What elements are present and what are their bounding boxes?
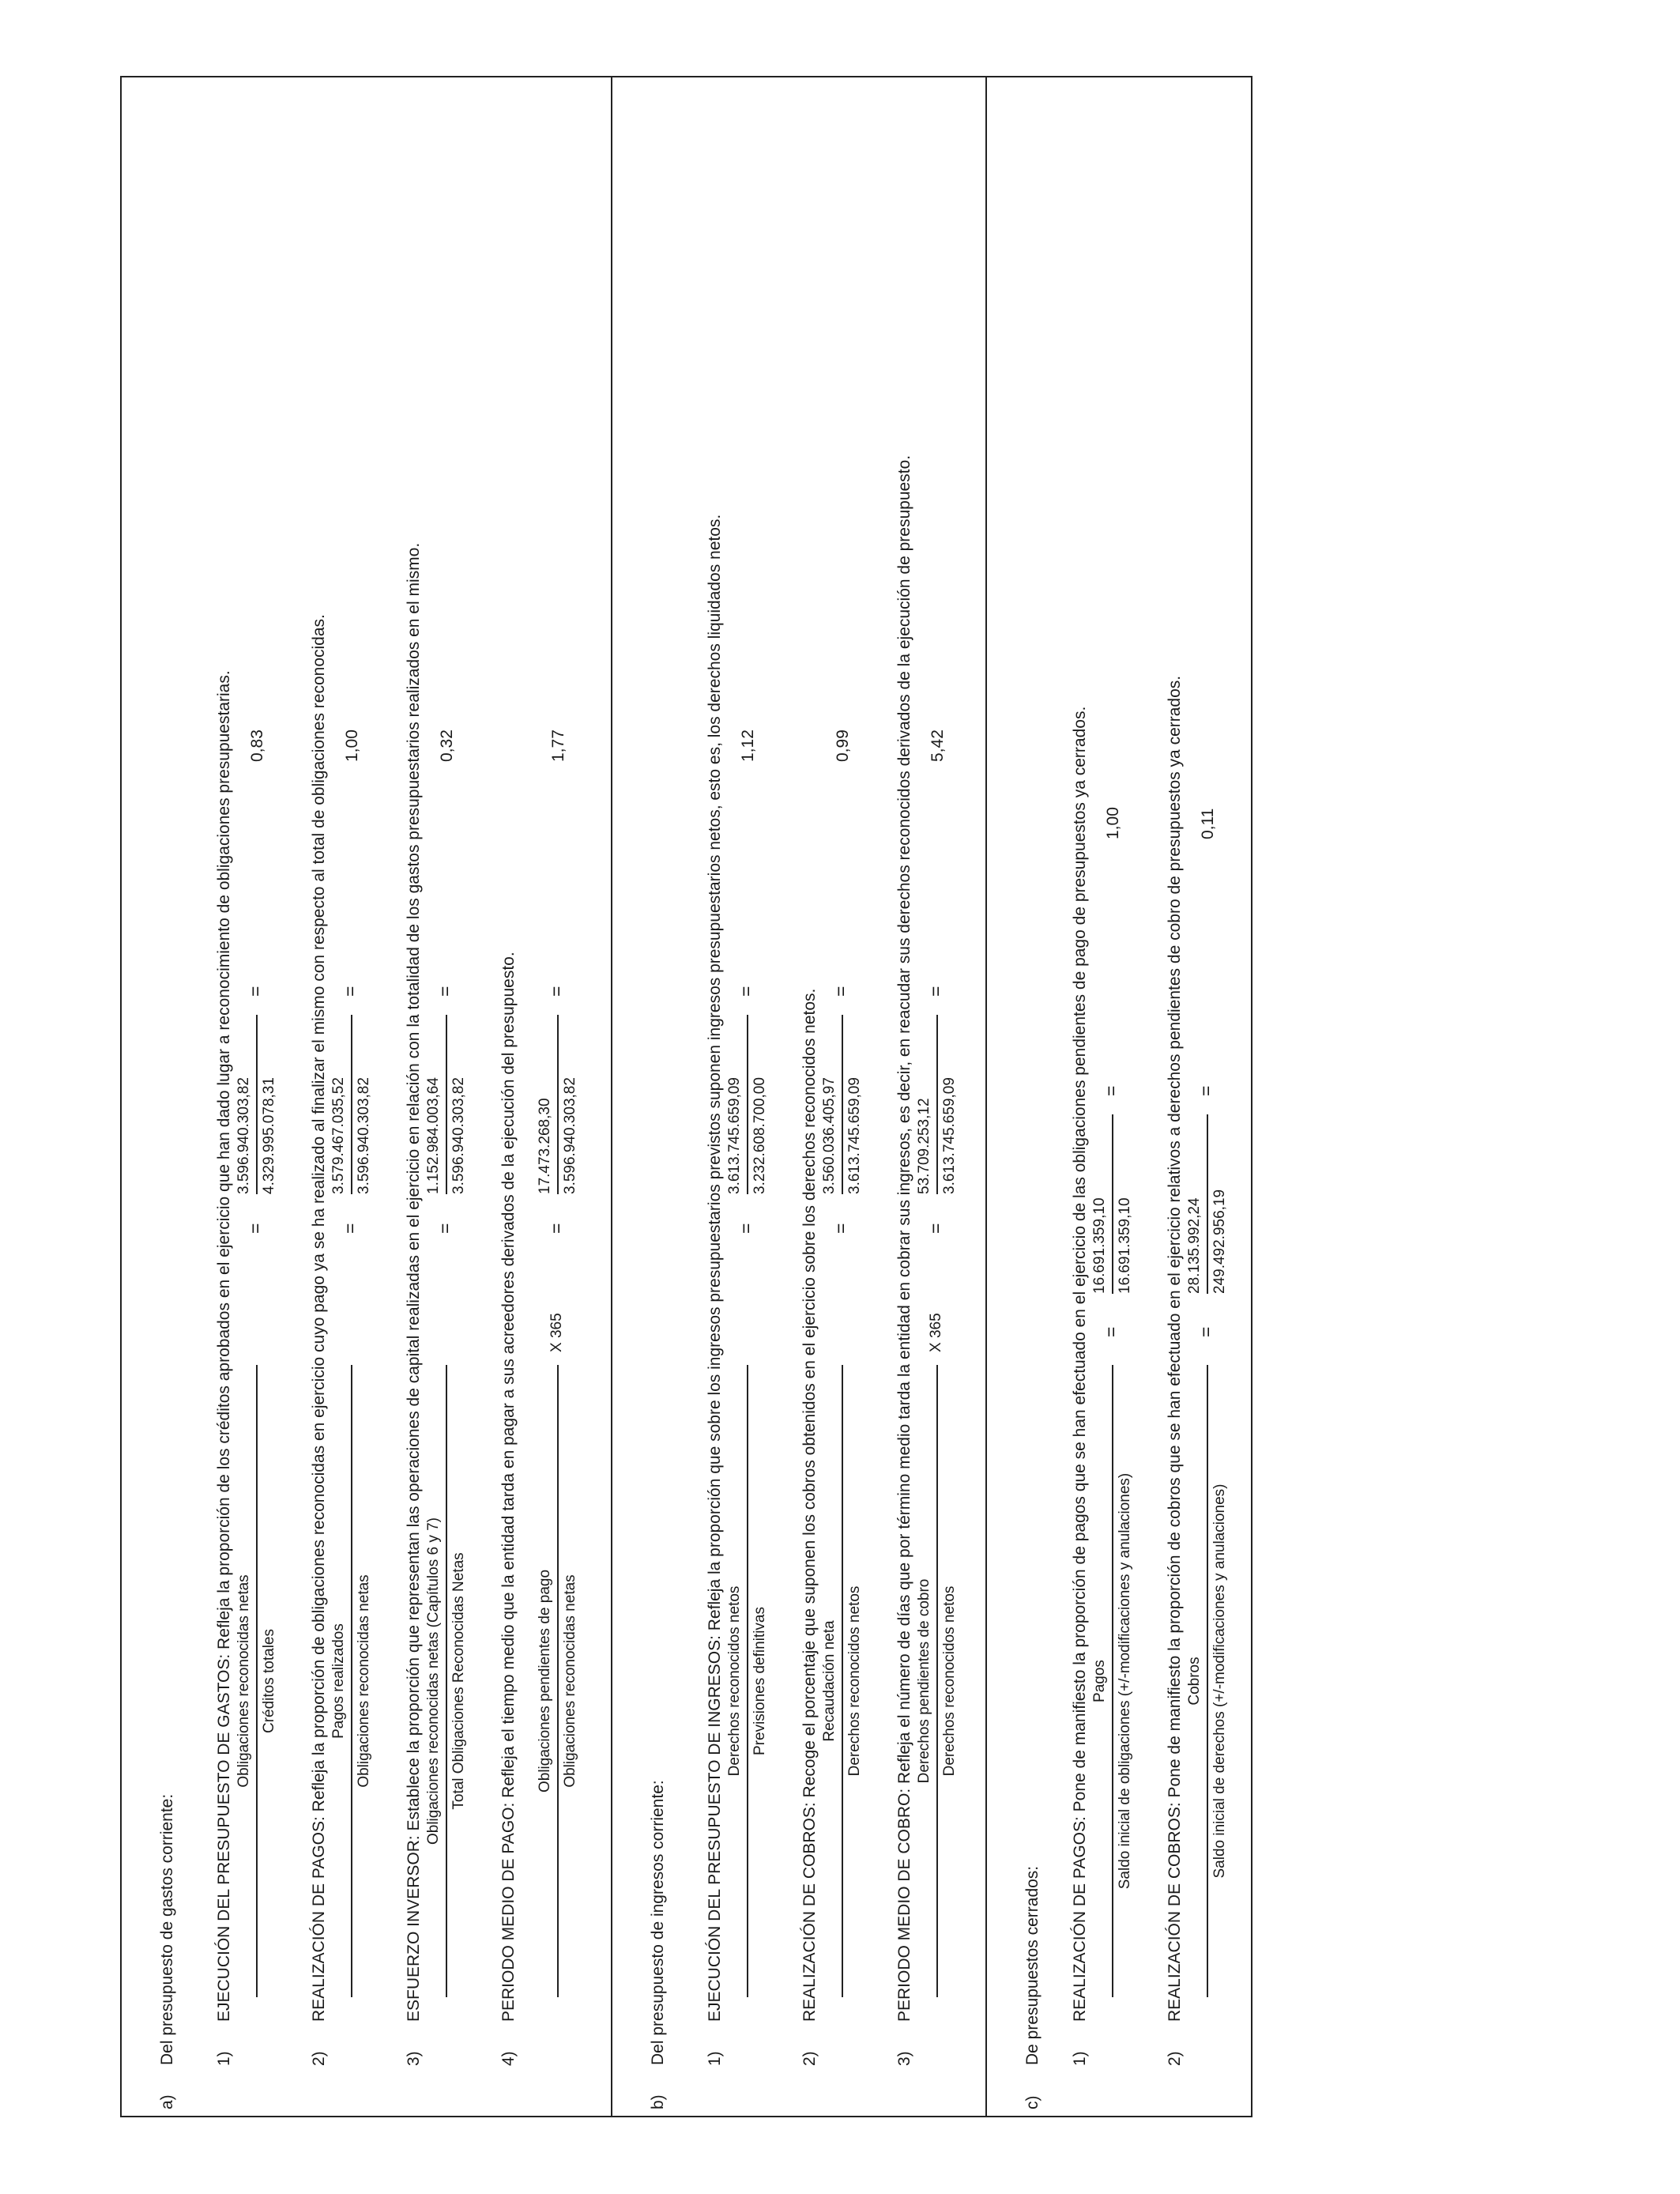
fraction-line bbox=[446, 1015, 447, 1194]
numerator-value: 53.709.253,12 bbox=[916, 1098, 932, 1194]
denominator-label: Total Obligaciones Reconocidas Netas bbox=[450, 1552, 467, 1810]
indicator-number: 2) bbox=[1166, 2051, 1184, 2066]
equals-sign: = bbox=[340, 1223, 360, 1234]
section-title: Del presupuesto de gastos corriente: bbox=[158, 1793, 176, 2065]
denominator-value: 3.232.608.700,00 bbox=[751, 1077, 768, 1194]
fraction-line bbox=[557, 1015, 559, 1194]
multiplier: X 365 bbox=[548, 1313, 565, 1352]
indicator-result: 0,83 bbox=[248, 729, 266, 762]
indicator-number: 1) bbox=[215, 2051, 233, 2066]
section-presupuestos-cerrados bbox=[985, 77, 1254, 2116]
denominator-label: Créditos totales bbox=[261, 1629, 277, 1734]
equals-sign: = bbox=[245, 986, 266, 997]
numerator-value: 3.560.036.405,97 bbox=[821, 1077, 838, 1194]
fraction-line bbox=[747, 1365, 748, 1997]
numerator-value: 17.473.268,30 bbox=[537, 1098, 553, 1194]
equals-sign: = bbox=[435, 1223, 455, 1234]
numerator-label: Pagos bbox=[1091, 1660, 1108, 1702]
section-ingresos-corriente bbox=[611, 77, 985, 2116]
indicator-title: EJECUCIÓN DEL PRESUPUESTO DE GASTOS: Refleja la proporción de los créditos aprobados en el ejercicio que han dado lugar a reconocimiento de obligaciones presupuestarias. bbox=[215, 670, 233, 2022]
denominator-value: 16.691.359,10 bbox=[1117, 1197, 1133, 1294]
fraction-line bbox=[936, 1015, 938, 1194]
equals-sign: = bbox=[1101, 1326, 1121, 1337]
indicator-result: 1,00 bbox=[343, 729, 361, 762]
denominator-label: Previsiones definitivas bbox=[751, 1607, 768, 1755]
section-letter: a) bbox=[158, 2094, 176, 2109]
denominator-label: Derechos reconocidos netos bbox=[846, 1585, 863, 1777]
numerator-label: Recaudación neta bbox=[821, 1620, 838, 1742]
fraction-line bbox=[351, 1015, 352, 1194]
fraction-line bbox=[936, 1365, 938, 1997]
numerator-value: 16.691.359,10 bbox=[1091, 1197, 1108, 1294]
equals-sign: = bbox=[1101, 1085, 1121, 1096]
section-title: Del presupuesto de ingresos corriente: bbox=[649, 1780, 667, 2065]
numerator-value: 1.152.984.003,64 bbox=[425, 1077, 442, 1194]
multiplier: X 365 bbox=[928, 1313, 944, 1352]
equals-sign: = bbox=[546, 1223, 567, 1234]
indicator-result: 1,00 bbox=[1104, 807, 1122, 839]
numerator-value: 3.579.467.035,52 bbox=[330, 1077, 347, 1194]
indicator-result: 0,99 bbox=[834, 729, 852, 762]
numerator-value: 28.135.992,24 bbox=[1186, 1197, 1203, 1294]
fraction-line bbox=[1112, 1114, 1113, 1294]
indicator-number: 2) bbox=[310, 2051, 328, 2066]
equals-sign: = bbox=[831, 986, 851, 997]
indicator-result: 1,12 bbox=[739, 729, 757, 762]
equals-sign: = bbox=[245, 1223, 266, 1234]
equals-sign: = bbox=[1196, 1085, 1216, 1096]
numerator-value: 3.596.940.303,82 bbox=[235, 1077, 252, 1194]
equals-sign: = bbox=[831, 1223, 851, 1234]
equals-sign: = bbox=[736, 1223, 756, 1234]
section-heading bbox=[1023, 1866, 1042, 2109]
equals-sign: = bbox=[546, 986, 567, 997]
fraction-line bbox=[1207, 1365, 1208, 1997]
fraction-line bbox=[842, 1015, 843, 1194]
denominator-value: 3.596.940.303,82 bbox=[450, 1077, 467, 1194]
numerator-label: Obligaciones reconocidas netas (Capítulos 6 y 7) bbox=[425, 1517, 442, 1845]
indicator-number: 3) bbox=[895, 2051, 913, 2066]
section-gastos-corriente bbox=[122, 77, 611, 2116]
indicator-title: ESFUERZO INVERSOR: Establece la proporción que representan las operaciones de capital realizadas en el ejercicio en relación con la totalidad de los gastos presupuestarios realizados en el mismo. bbox=[405, 542, 423, 2022]
denominator-value: 3.613.745.659,09 bbox=[941, 1077, 958, 1194]
section-heading bbox=[158, 1794, 177, 2109]
indicator-title: REALIZACIÓN DE COBROS: Pone de manifiesto la proporción de cobros que se han efectuado en el ejercicio relativos a derechos pendientes de cobro de presupuestos ya cerrados. bbox=[1166, 675, 1184, 2022]
numerator-value: 3.613.745.659,09 bbox=[726, 1077, 743, 1194]
section-letter: c) bbox=[1023, 2095, 1042, 2109]
denominator-label: Obligaciones reconocidas netas bbox=[562, 1574, 578, 1788]
denominator-value: 3.613.745.659,09 bbox=[846, 1077, 863, 1194]
denominator-value: 249.492.956,19 bbox=[1211, 1189, 1228, 1294]
denominator-value: 4.329.995.078,31 bbox=[261, 1077, 277, 1194]
denominator-value: 3.596.940.303,82 bbox=[562, 1077, 578, 1194]
section-title: De presupuestos cerrados: bbox=[1023, 1865, 1042, 2065]
fraction-line bbox=[1207, 1114, 1208, 1294]
denominator-label: Saldo inicial de derechos (+/-modificaciones y anulaciones) bbox=[1211, 1483, 1228, 1879]
indicator-title: EJECUCIÓN DEL PRESUPUESTO DE INGRESOS: Refleja la proporción que sobre los ingresos presupuestarios previstos suponen ingresos presupuestarios netos, esto es, los derechos liquidados netos. bbox=[706, 514, 724, 2022]
fraction-line bbox=[1112, 1365, 1113, 1997]
denominator-label: Saldo inicial de obligaciones (+/-modificaciones y anulaciones) bbox=[1117, 1472, 1133, 1890]
indicator-result: 5,42 bbox=[929, 729, 947, 762]
numerator-label: Derechos pendientes de cobro bbox=[916, 1578, 932, 1784]
equals-sign: = bbox=[925, 986, 946, 997]
numerator-label: Derechos reconocidos netos bbox=[726, 1585, 743, 1777]
indicator-result: 0,11 bbox=[1199, 808, 1217, 839]
indicator-number: 1) bbox=[706, 2051, 724, 2066]
fraction-line bbox=[446, 1365, 447, 1997]
indicator-title: PERIODO MEDIO DE PAGO: Refleja el tiempo medio que la entidad tarda en pagar a sus acreedores derivados de la ejecución del presupuesto. bbox=[499, 952, 518, 2022]
numerator-label: Obligaciones pendientes de pago bbox=[537, 1569, 553, 1793]
indicator-result: 1,77 bbox=[549, 729, 567, 762]
indicator-title: REALIZACIÓN DE PAGOS: Refleja la proporción de obligaciones reconocidas en ejercicio cuyo pago ya se ha realizado al finalizar el mismo con respecto al total de obligaciones reconocidas. bbox=[310, 614, 328, 2022]
equals-sign: = bbox=[1196, 1326, 1216, 1337]
fraction-line bbox=[747, 1015, 748, 1194]
indicator-title: REALIZACIÓN DE COBROS: Recoge el porcentaje que suponen los cobros obtenidos en el ejercicio sobre los derechos reconocidos netos. bbox=[800, 988, 819, 2022]
indicator-title: PERIODO MEDIO DE COBRO: Refleja el número de días que por término medio tarda la entidad en cobrar sus ingresos, es decir, en reacudar sus derechos reconocidos derivados de la ejecución de presupuesto. bbox=[895, 454, 913, 2022]
section-heading bbox=[649, 1780, 668, 2109]
denominator-label: Derechos reconocidos netos bbox=[941, 1585, 958, 1777]
fraction-line bbox=[557, 1365, 559, 1997]
indicator-number: 3) bbox=[405, 2051, 423, 2066]
indicator-number: 2) bbox=[800, 2051, 819, 2066]
indicators-table bbox=[120, 76, 1252, 2117]
indicator-number: 4) bbox=[499, 2051, 518, 2066]
denominator-value: 3.596.940.303,82 bbox=[356, 1077, 372, 1194]
indicator-title: REALIZACIÓN DE PAGOS: Pone de manifiesto la proporción de pagos que se han efectuado en el ejercicio de las obligaciones pendientes de pago de presupuestos ya cerrados. bbox=[1071, 706, 1089, 2022]
equals-sign: = bbox=[736, 986, 756, 997]
section-letter: b) bbox=[649, 2094, 667, 2109]
numerator-label: Pagos realizados bbox=[330, 1623, 347, 1739]
indicator-number: 1) bbox=[1071, 2051, 1089, 2066]
fraction-line bbox=[842, 1365, 843, 1997]
fraction-line bbox=[351, 1365, 352, 1997]
equals-sign: = bbox=[340, 986, 360, 997]
fraction-line bbox=[256, 1365, 258, 1997]
indicator-result: 0,32 bbox=[438, 729, 456, 762]
equals-sign: = bbox=[435, 986, 455, 997]
numerator-label: Obligaciones reconocidas netas bbox=[235, 1574, 252, 1788]
denominator-label: Obligaciones reconocidas netas bbox=[356, 1574, 372, 1788]
numerator-label: Cobros bbox=[1186, 1657, 1203, 1706]
fraction-line bbox=[256, 1015, 258, 1194]
equals-sign: = bbox=[925, 1223, 946, 1234]
